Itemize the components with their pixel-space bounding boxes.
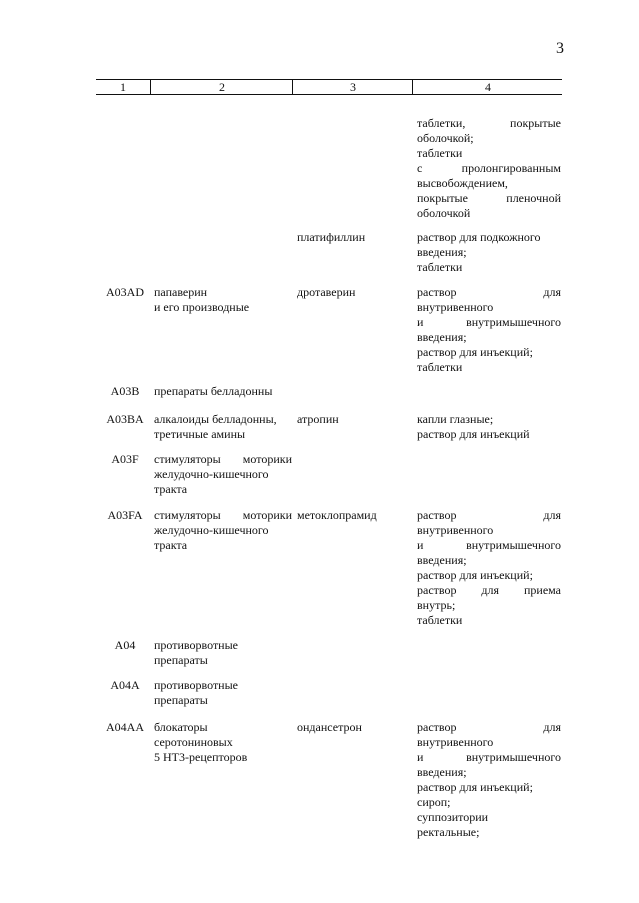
atc-group-name	[154, 452, 292, 497]
text-word: для	[543, 720, 561, 734]
text-word: раствор для инъекций;	[417, 780, 533, 794]
atc-code: A03FA	[107, 508, 143, 522]
text-line	[154, 482, 292, 497]
text-word: внутривенного	[417, 300, 494, 314]
text-word: и	[417, 315, 424, 329]
text-word: стимуляторы	[154, 508, 221, 522]
text-word: тракта	[154, 482, 188, 496]
drug-name: атропин	[297, 412, 339, 426]
table-body	[0, 116, 639, 876]
text-line	[417, 735, 561, 750]
atc-code: A04A	[110, 678, 140, 692]
text-word: желудочно-кишечного	[154, 467, 269, 481]
text-word: таблетки	[417, 613, 463, 627]
text-word: внутримышечного	[466, 538, 561, 552]
text-word: и	[417, 750, 424, 764]
text-word: раствор для инъекций;	[417, 568, 533, 582]
text-line	[154, 384, 292, 399]
text-line	[417, 146, 561, 161]
text-line	[417, 360, 561, 375]
text-word: папаверин	[154, 285, 208, 299]
text-line	[417, 508, 561, 523]
text-word: раствор для подкожного	[417, 230, 541, 244]
text-word: раствор	[417, 583, 457, 597]
text-line	[417, 230, 561, 245]
text-word: введения;	[417, 765, 467, 779]
text-line	[417, 750, 561, 765]
text-word: желудочно-кишечного	[154, 523, 269, 537]
table-header	[96, 79, 562, 95]
atc-code: A03BA	[106, 412, 144, 426]
page-number: 3	[556, 40, 564, 57]
text-word: раствор	[417, 508, 457, 522]
drug-name: метоклопрамид	[297, 508, 377, 522]
text-line	[417, 245, 561, 260]
text-line	[154, 412, 292, 427]
text-word: с	[417, 161, 423, 175]
text-line	[154, 523, 292, 538]
text-word: для	[543, 508, 561, 522]
text-word: таблетки,	[417, 116, 466, 130]
text-line	[417, 116, 561, 131]
text-line	[417, 598, 561, 613]
text-line	[417, 300, 561, 315]
text-line	[417, 765, 561, 780]
text-line	[154, 538, 292, 553]
drug-name: ондансетрон	[297, 720, 362, 734]
atc-code: A03B	[110, 384, 140, 398]
text-line	[417, 568, 561, 583]
text-word: третичные амины	[154, 427, 246, 441]
text-word: таблетки	[417, 146, 463, 160]
dosage-forms	[417, 230, 561, 275]
dosage-forms	[417, 285, 561, 375]
text-line	[417, 315, 561, 330]
text-word: для	[481, 583, 500, 597]
text-line	[417, 613, 561, 628]
text-line	[154, 653, 292, 668]
text-word: таблетки	[417, 360, 463, 374]
text-word: тракта	[154, 538, 188, 552]
atc-group-name	[154, 285, 292, 315]
text-word: препараты	[154, 653, 208, 667]
text-word: моторики	[242, 508, 292, 522]
text-word: стимуляторы	[154, 452, 221, 466]
text-word: покрытые	[417, 191, 468, 205]
text-line	[417, 780, 561, 795]
text-line	[154, 735, 292, 750]
text-word: введения;	[417, 245, 467, 259]
text-line	[154, 300, 292, 315]
text-word: введения;	[417, 553, 467, 567]
dosage-forms	[417, 508, 561, 628]
text-line	[417, 176, 561, 191]
text-word: раствор	[417, 720, 457, 734]
text-line	[154, 638, 292, 653]
text-word: оболочкой	[417, 206, 471, 220]
column-header-3: 3	[292, 80, 413, 94]
text-word: капли глазные;	[417, 412, 494, 426]
text-word: 5 HT3-рецепторов	[154, 750, 248, 764]
text-line	[417, 206, 561, 221]
atc-code: A04	[114, 638, 136, 652]
text-word: для	[543, 285, 561, 299]
text-word: внутрь;	[417, 598, 456, 612]
text-word: противорвотные	[154, 678, 238, 692]
text-line	[154, 285, 292, 300]
drug-name: платифиллин	[297, 230, 366, 244]
drug-name: дротаверин	[297, 285, 356, 299]
text-line	[417, 330, 561, 345]
text-word: и его производные	[154, 300, 250, 314]
text-line	[154, 467, 292, 482]
text-line	[417, 553, 561, 568]
text-word: покрытые	[510, 116, 561, 130]
text-word: таблетки	[417, 260, 463, 274]
text-line	[154, 427, 292, 442]
text-line	[417, 285, 561, 300]
text-line	[154, 678, 292, 693]
atc-code: A03AD	[106, 285, 144, 299]
text-word: блокаторы	[154, 720, 208, 734]
text-line	[417, 427, 561, 442]
text-word: введения;	[417, 330, 467, 344]
text-line	[417, 131, 561, 146]
text-line	[417, 720, 561, 735]
text-word: внутримышечного	[466, 315, 561, 329]
atc-code: A04AA	[106, 720, 144, 734]
text-word: моторики	[242, 452, 292, 466]
text-word: ректальные;	[417, 825, 480, 839]
dosage-forms	[417, 720, 561, 840]
text-word: пролонгированным	[461, 161, 561, 175]
text-word: оболочкой;	[417, 131, 474, 145]
text-line	[417, 538, 561, 553]
atc-group-name	[154, 638, 292, 668]
atc-group-name	[154, 412, 292, 442]
text-word: приема	[523, 583, 561, 597]
text-word: раствор для инъекций;	[417, 345, 533, 359]
atc-group-name	[154, 384, 292, 399]
text-line	[417, 825, 561, 840]
text-word: раствор для инъекций	[417, 427, 530, 441]
text-word: внутримышечного	[466, 750, 561, 764]
text-line	[417, 345, 561, 360]
text-word: алкалоиды белладонны,	[154, 412, 277, 426]
text-line	[154, 750, 292, 765]
text-line	[417, 795, 561, 810]
text-line	[417, 161, 561, 176]
text-line	[154, 693, 292, 708]
text-word: раствор	[417, 285, 457, 299]
dosage-forms	[417, 116, 561, 221]
text-word: внутривенного	[417, 735, 494, 749]
text-line	[417, 191, 561, 206]
column-header-2: 2	[150, 80, 293, 94]
text-word: и	[417, 538, 424, 552]
text-line	[417, 412, 561, 427]
atc-group-name	[154, 720, 292, 765]
text-word: высвобождением,	[417, 176, 508, 190]
text-word: суппозитории	[417, 810, 489, 824]
text-word: серотониновых	[154, 735, 233, 749]
text-word: пленочной	[506, 191, 561, 205]
text-word: препараты	[154, 693, 208, 707]
column-header-4: 4	[412, 80, 563, 94]
text-word: внутривенного	[417, 523, 494, 537]
column-header-1: 1	[120, 80, 126, 94]
text-line	[154, 720, 292, 735]
text-line	[417, 810, 561, 825]
text-line	[154, 452, 292, 467]
text-line	[417, 260, 561, 275]
atc-group-name	[154, 508, 292, 553]
text-word: противорвотные	[154, 638, 238, 652]
text-word: препараты белладонны	[154, 384, 273, 398]
dosage-forms	[417, 412, 561, 442]
text-line	[154, 508, 292, 523]
text-line	[417, 523, 561, 538]
text-line	[417, 583, 561, 598]
atc-group-name	[154, 678, 292, 708]
atc-code: A03F	[111, 452, 139, 466]
text-word: сироп;	[417, 795, 451, 809]
